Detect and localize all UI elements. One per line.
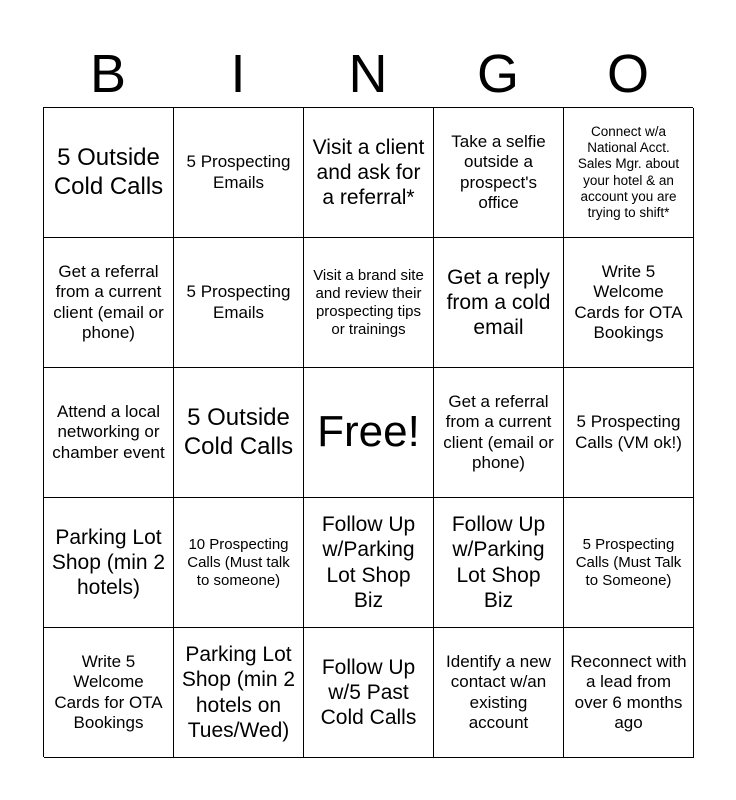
bingo-cell-r2c5[interactable] <box>564 238 694 368</box>
cell-label: Reconnect with a lead from over 6 months ago <box>570 651 687 732</box>
cell-label: 5 Outside Cold Calls <box>183 403 294 460</box>
cell-label: 5 Prospecting Emails <box>186 282 291 322</box>
cell-label: Get a referral from a current client (email or phone) <box>53 261 164 342</box>
cell-label: 10 Prospecting Calls (Must talk to someone) <box>187 535 290 589</box>
cell-label: Parking Lot Shop (min 2 hotels) <box>51 525 166 600</box>
cell-label: Write 5 Welcome Cards for OTA Bookings <box>574 261 683 342</box>
cell-label: Parking Lot Shop (min 2 hotels on Tues/Wed) <box>181 643 296 742</box>
bingo-cell-r4c2[interactable] <box>174 498 304 628</box>
cell-label: Take a selfie outside a prospect's office <box>451 131 546 212</box>
bingo-cell-r3c4[interactable] <box>434 368 564 498</box>
bingo-cell-r2c2[interactable] <box>174 238 304 368</box>
bingo-cell-r3c1[interactable] <box>44 368 174 498</box>
bingo-cell-r2c1[interactable] <box>44 238 174 368</box>
cell-label: Follow Up w/Parking Lot Shop Biz <box>321 513 416 612</box>
bingo-cell-r5c3[interactable] <box>304 628 434 758</box>
free-space-label: Free! <box>317 407 420 457</box>
bingo-cell-r4c4[interactable] <box>434 498 564 628</box>
cell-label: Visit a brand site and review their prospecting tips or trainings <box>313 266 424 338</box>
cell-label: Attend a local networking or chamber event <box>52 401 165 462</box>
cell-label: Follow Up w/5 Past Cold Calls <box>320 655 417 730</box>
cell-label: Connect w/a National Acct. Sales Mgr. about your hotel & an account you are trying to shift* <box>577 123 680 220</box>
bingo-cell-r5c5[interactable] <box>564 628 694 758</box>
header-letter-g: G <box>476 44 519 104</box>
cell-label: Get a reply from a cold email <box>446 265 551 340</box>
header-letter-n: N <box>348 44 388 104</box>
cell-label: 5 Outside Cold Calls <box>53 143 164 200</box>
cell-label: 5 Prospecting Emails <box>186 152 291 192</box>
header-letter-b: B <box>89 44 127 104</box>
bingo-cell-r1c1[interactable] <box>44 108 174 238</box>
bingo-cell-r5c4[interactable] <box>434 628 564 758</box>
bingo-cell-r3c2[interactable] <box>174 368 304 498</box>
cell-label: Write 5 Welcome Cards for OTA Bookings <box>54 651 163 732</box>
bingo-cell-r1c2[interactable] <box>174 108 304 238</box>
cell-label: Get a referral from a current client (email or phone) <box>443 391 554 472</box>
bingo-cell-r4c5[interactable] <box>564 498 694 628</box>
header-letter-i: I <box>230 44 246 104</box>
bingo-cell-r2c4[interactable] <box>434 238 564 368</box>
bingo-cell-r2c3[interactable] <box>304 238 434 368</box>
bingo-cell-r1c5[interactable] <box>564 108 694 238</box>
bingo-board <box>43 107 693 757</box>
cell-label: Identify a new contact w/an existing account <box>446 651 551 732</box>
cell-label: 5 Prospecting Calls (Must Talk to Someone) <box>575 535 682 589</box>
cell-label: Visit a client and ask for a referral* <box>312 135 425 210</box>
header-letter-o: O <box>606 44 649 104</box>
bingo-cell-r5c1[interactable] <box>44 628 174 758</box>
bingo-cell-r1c3[interactable] <box>304 108 434 238</box>
bingo-cell-r4c1[interactable] <box>44 498 174 628</box>
cell-label: 5 Prospecting Calls (VM ok!) <box>575 412 682 452</box>
bingo-cell-r4c3[interactable] <box>304 498 434 628</box>
bingo-cell-r3c5[interactable] <box>564 368 694 498</box>
bingo-header <box>43 40 693 108</box>
bingo-cell-r5c2[interactable] <box>174 628 304 758</box>
bingo-free-space[interactable] <box>304 368 434 498</box>
cell-label: Follow Up w/Parking Lot Shop Biz <box>451 513 546 612</box>
bingo-cell-r1c4[interactable] <box>434 108 564 238</box>
